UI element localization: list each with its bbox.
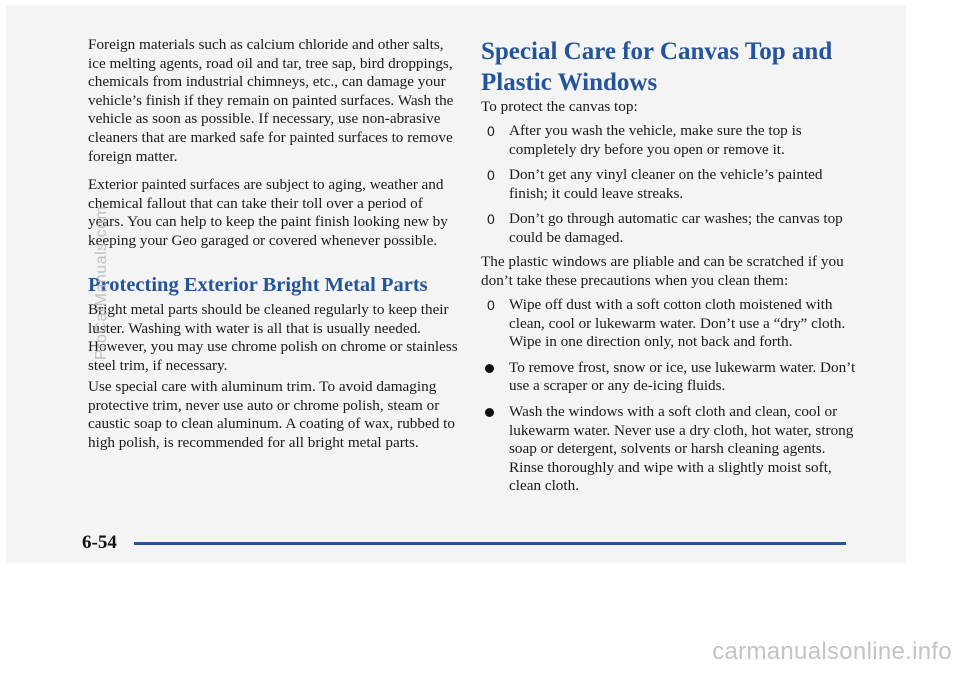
heading-bright-metal: Protecting Exterior Bright Metal Parts <box>88 274 428 296</box>
list-item-text: Wash the windows with a soft cloth and clean, cool or lukewarm water. Never use a dry cloth, hot water, strong soap or detergent, solvents or harsh cleaning agents. Rinse thoroughly and wipe with a slightly moist soft, clean cloth. <box>509 402 854 495</box>
list-item-text: After you wash the vehicle, make sure the top is completely dry before you open or remove it. <box>509 122 802 158</box>
window-care-list <box>481 296 861 496</box>
paragraph-aluminum-trim: Use special care with aluminum trim. To avoid damaging protective trim, never use auto or chrome polish, steam or caustic soap to clean aluminum. A coating of wax, rubbed to high polish, is recommended for all bright metal parts. <box>88 378 455 451</box>
list-item <box>481 166 861 203</box>
list-item-text: To remove frost, snow or ice, use lukewarm water. Don’t use a scraper or any de-icing fluids. <box>509 358 856 395</box>
paragraph-plastic-windows: The plastic windows are pliable and can be scratched if you don’t take these precautions when you clean them: <box>481 253 844 289</box>
bottom-watermark: carmanualsonline.info <box>712 638 952 665</box>
list-item <box>481 122 861 159</box>
bullet-dot-icon <box>485 408 494 417</box>
paragraph-foreign-materials: Foreign materials such as calcium chloride and other salts, ice melting agents, road oil and tar, tree sap, bird droppings, chemicals from industrial chimneys, etc., can damage your vehicle’s finish if they remain on painted surfaces. Wash the vehicle as soon as possible. If necessary, use non-abrasive cleaners that are marked safe for painted surfaces to remove foreign matter. <box>88 36 454 165</box>
heading-canvas-top: Special Care for Canvas Top and Plastic Windows <box>481 38 833 96</box>
paragraph-bright-metal: Bright metal parts should be cleaned regularly to keep their luster. Washing with water is all that is usually needed. However, you may use chrome polish on chrome or stainless steel trim, if necessary. <box>88 301 458 374</box>
paragraph-canvas-intro: To protect the canvas top: <box>481 98 638 115</box>
paragraph-exterior-painted: Exterior painted surfaces are subject to aging, weather and chemical fallout that can take their toll over a period of years. You can help to keep the paint finish looking new by keeping your Geo garaged or covered whenever possible. <box>88 176 448 249</box>
bullet-dot-icon <box>485 364 494 373</box>
canvas-care-list <box>481 122 861 248</box>
list-item <box>481 210 861 247</box>
bullet-marker: 0 <box>487 297 495 313</box>
list-item <box>481 359 861 396</box>
list-item-text: Don’t get any vinyl cleaner on the vehicle’s painted finish; it could leave streaks. <box>509 166 823 202</box>
list-item <box>481 296 861 352</box>
list-item <box>481 403 861 496</box>
manual-page <box>6 6 906 563</box>
bullet-marker: 0 <box>487 167 495 184</box>
list-item-text: Wipe off dust with a soft cotton cloth moistened with clean, cool or lukewarm water. Don’t use a “dry” cloth. Wipe in one direction only, not back and forth. <box>509 296 846 351</box>
side-watermark: ProCarManuals.com <box>93 205 110 360</box>
list-item-text: Don’t go through automatic car washes; the canvas top could be damaged. <box>509 210 843 246</box>
bullet-marker: 0 <box>487 123 495 139</box>
bullet-marker: 0 <box>487 211 495 228</box>
footer-rule <box>134 542 846 545</box>
page-number: 6-54 <box>82 532 117 553</box>
